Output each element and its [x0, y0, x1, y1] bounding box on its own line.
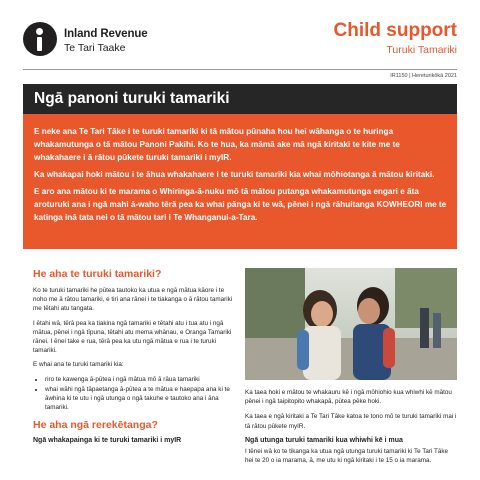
children-photo — [245, 268, 457, 380]
list-item: • riro te kawenga ā-pūtea i ngā mātua mō ā rāua tamariki — [45, 375, 233, 384]
left-column — [33, 268, 233, 447]
body-paragraph: Ka taea hoki e mātou te whakauru kē i ngā mōhiohio kua whiwhi kē mātou pēnei i ngā taipitopito whakapā, pūtea pēke hoki. — [245, 389, 452, 406]
body-paragraph: I tēnei wā ko te tikanga ka utua ngā utunga turuki tamariki ki Te Tari Tāke hei te 20 o ia marama, ā, me utu ki ngā kiritaki i te 15 o ia marama. — [245, 447, 449, 465]
intro-paragraph: E neke ana Te Tari Tāke i te turuki tamariki ki tā mātou pūnaha hou hei wāhanga o te huringa whakamutunga o tā mātou Panoni Pakihi. Ko te hua, ka māmā ake mā ngā kiritaki te kite me te whakahaere i ā rātou pūkete turuki tamariki i myIR. — [34, 127, 400, 162]
bullet-list — [33, 375, 233, 413]
body-paragraph: E whai ana te turuki tamariki kia: — [33, 361, 124, 369]
heading-banner — [23, 84, 457, 114]
body-paragraph: Ko te turuki tamariki he pūtea tautoko ka utua e ngā mātua kāore i te noho me ā rātou tamariki, e tiri ana rānei i te tiakanga o ā rātou tamariki me tētahi atu tangata. — [33, 287, 233, 313]
logo-subtitle: Te Tari Taake — [64, 42, 126, 54]
intro-paragraph: Ka whakapai hoki mātou i te āhua whakahaere i te turuki tamariki kia whai mōhiotanga ā mātou kiritaki. — [34, 170, 435, 179]
header-divider — [23, 69, 457, 70]
subsection-heading: Ngā whakapainga ki te turuki tamariki i myIR — [33, 437, 182, 445]
document-subtitle: Turuki Tamariki — [386, 44, 457, 56]
form-reference: IR1150 | Hereturikōkā 2021 — [390, 73, 457, 79]
body-paragraph: I ētahi wā, tērā pea ka tiakina ngā tamariki e tētahi atu i tua atu i ngā mātua, pēnei i ngā tīpuna, tētahi atu mema whānau, e Oranga Tamariki rānei. I ēnei take e rua, tērā pea ka utu ngā mātua e rua i te turuki tamariki. — [33, 319, 232, 355]
list-item: • whai wāhi ngā tāpaetanga ā-pūtea a te mātua e haepapa ana ki te āwhina ki te utu i ngā utunga o ngā takuhe e tautoko ana i āna tamariki. — [45, 385, 233, 413]
section-heading: He aha ngā rerekētanga? — [33, 419, 158, 432]
banner-heading: Ngā panoni turuki tamariki — [34, 90, 230, 107]
section-heading: He aha te turuki tamariki? — [33, 268, 162, 280]
intro-panel — [23, 114, 457, 249]
subsection-heading: Ngā utunga turuki tamariki kua whiwhi kē i mua — [245, 436, 403, 444]
right-column — [245, 388, 457, 471]
inland-revenue-logo — [23, 22, 148, 58]
logo-name: Inland Revenue — [64, 28, 148, 40]
inland-revenue-logo-icon — [23, 22, 57, 56]
document-title: Child support — [333, 20, 457, 41]
intro-paragraph: E aro ana mātou ki te marama o Whiringa-ā-nuku mō tā mātou putanga whakamutunga engari e āta aroturuki ana i ngā mahi ā-waho tērā pea ka whai pānga ki te wā, pēnei i ngā rāhuitanga KOWHEORI me te katinga inā tata nei o tā mātou tari i Te Whanganui-a-Tara. — [34, 187, 447, 222]
body-paragraph: Ka taea e ngā kiritaki a Te Tari Tāke katoa te tono mō te turuki tamariki mai i tā rātou pūkete myIR. — [245, 413, 457, 430]
children-photo-image — [245, 268, 457, 380]
